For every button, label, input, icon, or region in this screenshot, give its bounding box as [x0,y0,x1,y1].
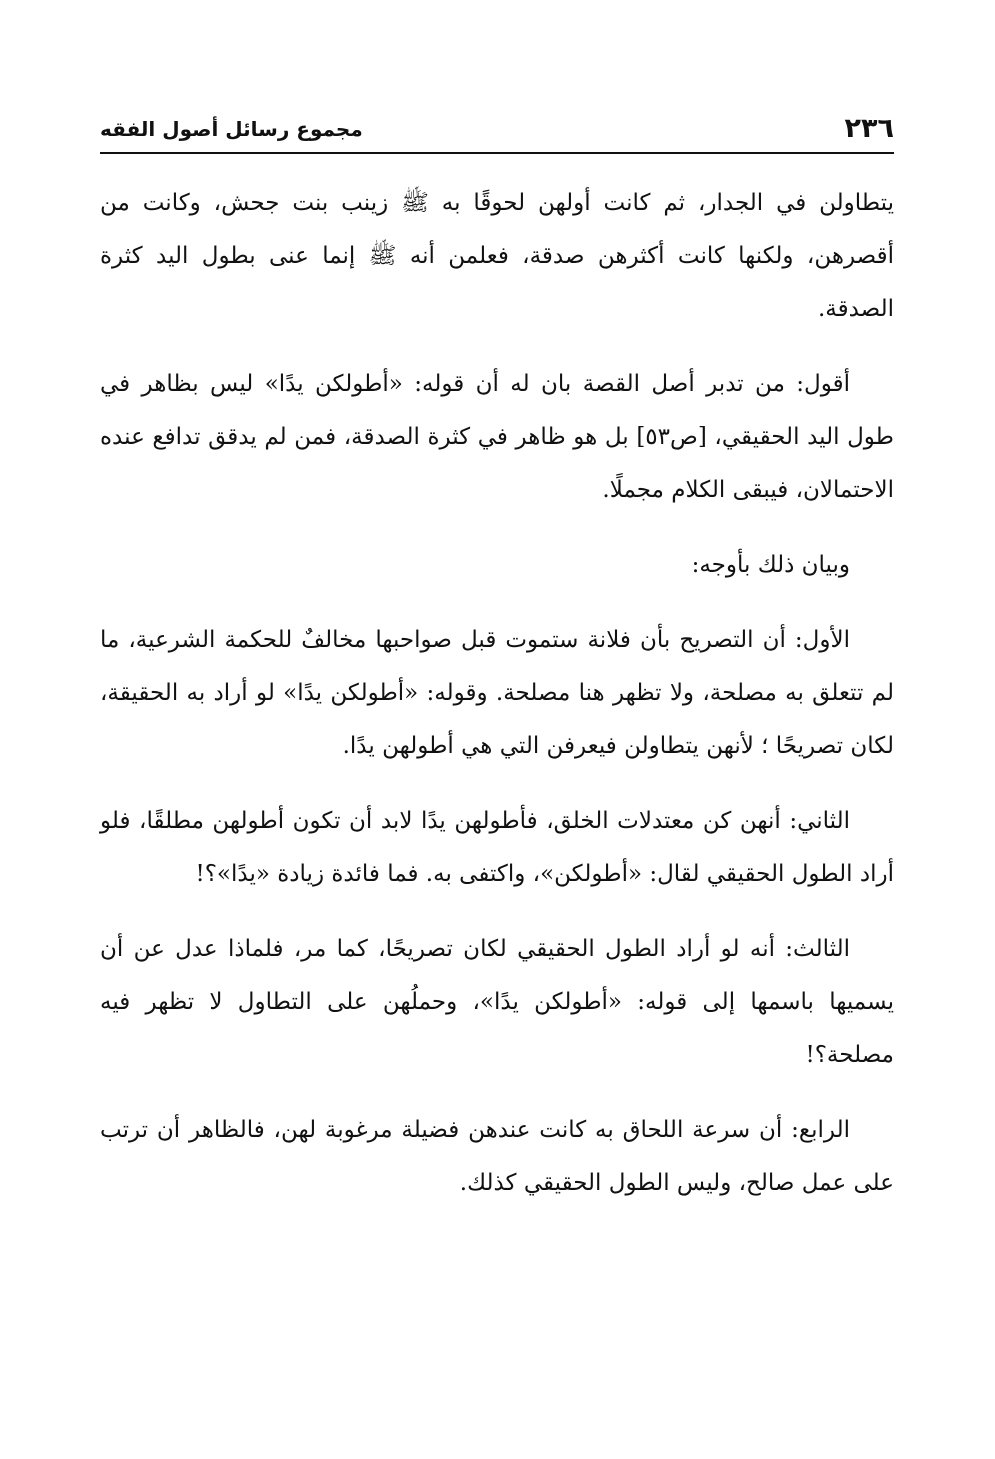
running-title: مجموع رسائل أصول الفقه [100,117,363,141]
paragraph-third-reason: الثالث: أنه لو أراد الطول الحقيقي لكان تصريحًا، كما مر، فلماذا عدل عن أن يسميها باسمها إلى قوله: «أطولكن يدًا»، وحملُهن على التطاول لا تظهر فيه مصلحة؟! [100,936,894,1068]
paragraph-fourth-reason: الرابع: أن سرعة اللحاق به كانت عندهن فضيلة مرغوبة لهن، فالظاهر أن ترتب على عمل صالح، وليس الطول الحقيقي كذلك. [100,1117,894,1196]
page-number: ٢٣٦ [844,113,894,144]
paragraph-second-reason: الثاني: أنهن كن معتدلات الخلق، فأطولهن يدًا لابد أن تكون أطولهن مطلقًا، فلو أراد الطول الحقيقي لقال: «أطولكن»، واكتفى به. فما فائدة زيادة «يدًا»؟! [100,808,894,887]
paragraph-aqul: أقول: من تدبر أصل القصة بان له أن قوله: «أطولكن يدًا» ليس بظاهر في طول اليد الحقيقي، [ص٥٣] بل هو ظاهر في كثرة الصدقة، فمن لم يدقق تدافع عنده الاحتمالان، فيبقى الكلام مجملًا. [100,371,894,503]
paragraph-bayan: وبيان ذلك بأوجه: [691,552,850,578]
page-header [100,112,894,150]
paragraph-first-reason: الأول: أن التصريح بأن فلانة ستموت قبل صواحبها مخالفٌ للحكمة الشرعية، ما لم تتعلق به مصلحة، ولا تظهر هنا مصلحة. وقوله: «أطولكن يدًا» لو أراد به الحقيقة، لكان تصريحًا ؛ لأنهن يتطاولن فيعرفن التي هي أطولهن يدًا. [100,627,894,759]
paragraph-continuation: يتطاولن في الجدار، ثم كانت أولهن لحوقًا به ﷺ زينب بنت جحش، وكانت من أقصرهن، ولكنها كانت أكثرهن صدقة، فعلمن أنه ﷺ إنما عنى بطول اليد كثرة الصدقة. [100,190,894,322]
body-text [100,177,894,1232]
header-divider [100,152,894,154]
